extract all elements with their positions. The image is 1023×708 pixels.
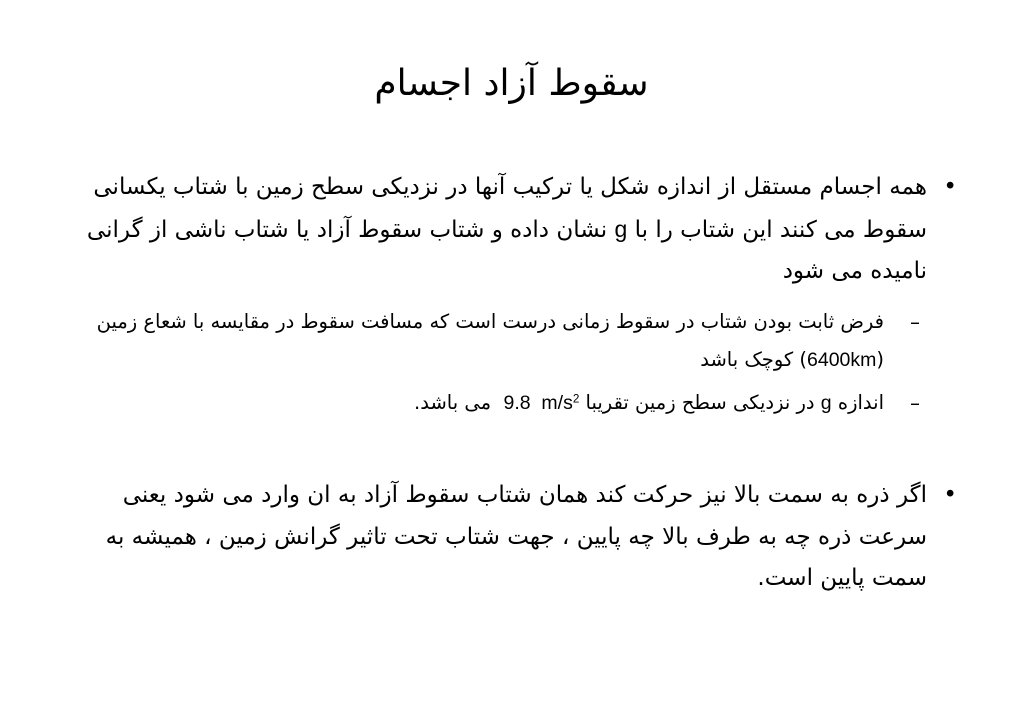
earth-radius-value: 6400km: [807, 349, 877, 371]
gravity-symbol: g: [614, 215, 628, 242]
slide-title: سقوط آزاد اجسام: [374, 63, 649, 104]
gravity-number: 9.8: [503, 392, 531, 414]
sub-bullet-text-part: در نزدیکی سطح زمین تقریبا: [579, 391, 821, 414]
bullet-marker: •: [943, 174, 957, 200]
bullet-text-part: نشان داده و شتاب سقوط آزاد یا شتاب ناشی از گرانی نامیده می شود: [86, 216, 927, 284]
bullet-item-2: [77, 475, 957, 600]
unit-exponent: 2: [572, 392, 580, 406]
sub-bullet-text-part: اندازه: [831, 391, 884, 414]
bullet-item-1: [77, 167, 957, 293]
dash-marker: –: [910, 391, 920, 415]
gravity-unit: m/s: [541, 392, 573, 414]
bullet-text-part: همه اجسام مستقل از اندازه شکل یا ترکیب آنها در نزدیکی سطح زمین با شتاب یکسانی سقوط می کنند این شتاب را با: [93, 174, 927, 243]
bullet-text: اگر ذره به سمت بالا نیز حرکت کند همان شتاب سقوط آزاد به ان وارد می شود یعنی سرعت ذره چه به طرف بالا چه پایین ، جهت شتاب تحت تاثیر گرانش زمین ، همیشه به سمت پایین است.: [105, 482, 927, 591]
gravity-symbol: g: [820, 392, 832, 414]
sub-bullet-item-1: [79, 303, 920, 379]
sub-bullet-item-2: [79, 384, 920, 422]
bullet-marker: •: [943, 482, 957, 508]
sub-bullet-text-part: می باشد.: [414, 391, 498, 414]
dash-marker: –: [910, 310, 920, 334]
gravity-value: [503, 392, 579, 414]
sub-bullet-text-part: فرض ثابت بودن شتاب در سقوط زمانی درست است که مسافت سقوط در مقایسه با شعاع زمین (: [96, 310, 884, 371]
sub-bullet-text-part: ) کوچک باشد: [700, 348, 808, 371]
